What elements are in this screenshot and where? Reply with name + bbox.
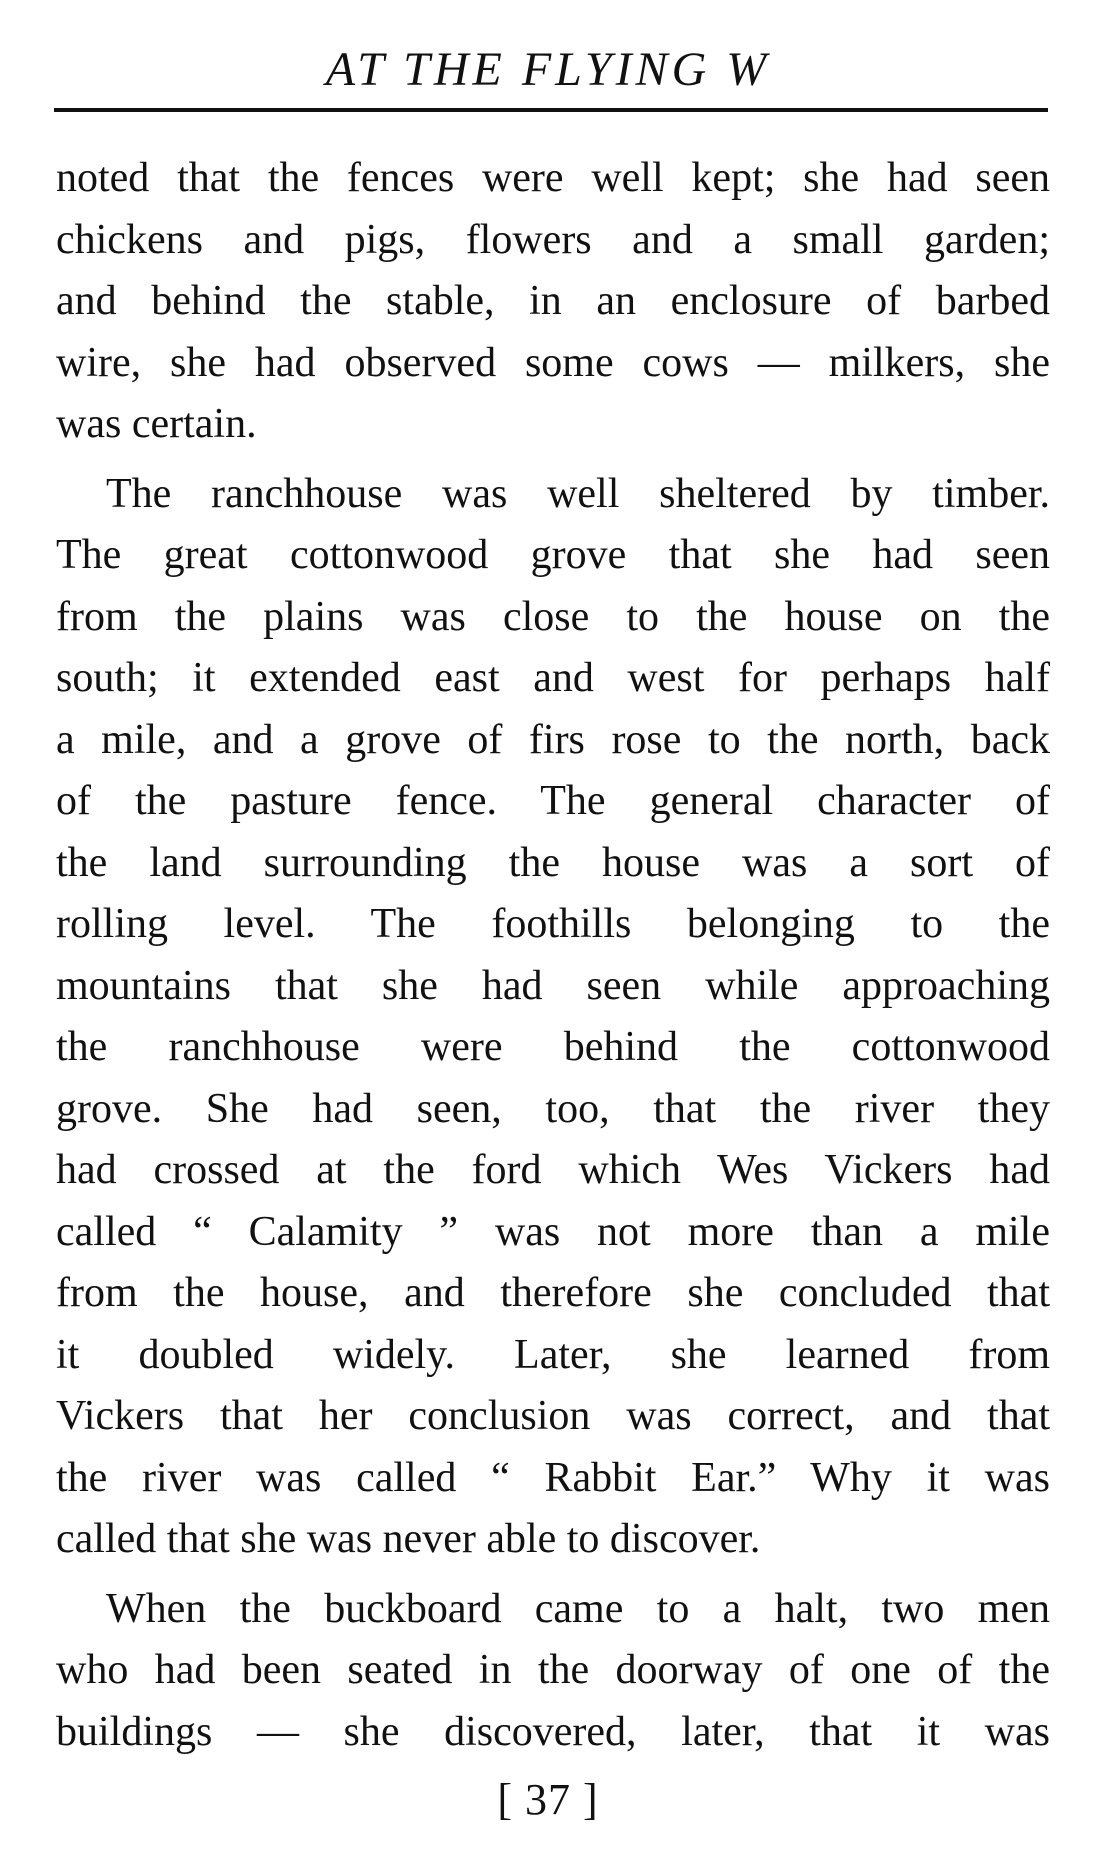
text-line: the river was called “ Rabbit Ear.” Why it was — [56, 1454, 1050, 1501]
text-line: rolling level. The foothills belonging to the — [56, 901, 1050, 947]
text-line: When the buckboard came to a halt, two men — [106, 1585, 1050, 1632]
text-line: wire, she had observed some cows — milkers, she — [56, 339, 1050, 386]
text-line: it doubled widely. Later, she learned from — [56, 1331, 1050, 1378]
paragraph-2 — [56, 464, 1050, 1571]
page-number: [ 37 ] — [497, 1775, 599, 1824]
text-line: a mile, and a grove of firs rose to the north, back — [56, 716, 1050, 763]
text-line: noted that the fences were well kept; she had seen — [56, 155, 1050, 201]
paragraph-1 — [56, 148, 1050, 456]
text-line: of the pasture fence. The general character of — [56, 778, 1050, 824]
text-line: called “ Calamity ” was not more than a mile — [56, 1208, 1050, 1255]
text-line: chickens and pigs, flowers and a small garden; — [56, 216, 1050, 263]
text-line: The great cottonwood grove that she had seen — [56, 532, 1050, 578]
header-rule — [54, 108, 1048, 112]
body-text — [56, 148, 1050, 1763]
text-line: was certain. — [56, 401, 257, 447]
text-line: south; it extended east and west for perhaps half — [56, 655, 1050, 701]
text-line: from the house, and therefore she concluded that — [56, 1270, 1050, 1316]
text-line: and behind the stable, in an enclosure of barbed — [56, 278, 1050, 324]
text-line: buildings — she discovered, later, that it was — [56, 1708, 1050, 1755]
text-line: the land surrounding the house was a sort of — [56, 839, 1050, 886]
text-line: grove. She had seen, too, that the river they — [56, 1085, 1050, 1132]
text-line: mountains that she had seen while approaching — [56, 962, 1050, 1009]
text-line: The ranchhouse was well sheltered by timber. — [106, 470, 1050, 517]
running-title: AT THE FLYING W — [325, 43, 771, 96]
text-line: who had been seated in the doorway of one of the — [56, 1647, 1050, 1693]
paragraph-3 — [56, 1579, 1050, 1764]
text-line: called that she was never able to discover. — [56, 1516, 761, 1562]
text-line: the ranchhouse were behind the cottonwood — [56, 1024, 1050, 1070]
text-line: Vickers that her conclusion was correct, and that — [56, 1393, 1050, 1439]
text-line: from the plains was close to the house on the — [56, 593, 1050, 640]
text-line: had crossed at the ford which Wes Vickers had — [56, 1147, 1050, 1193]
